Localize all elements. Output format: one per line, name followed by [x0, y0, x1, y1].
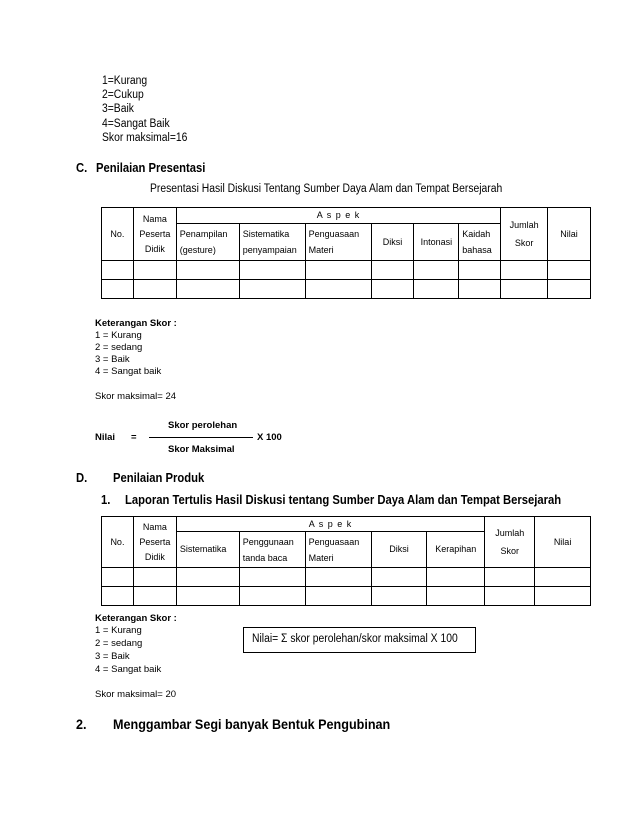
score-item: 1=Kurang	[102, 75, 148, 87]
aspect-header: Diksi	[371, 532, 427, 568]
section-d-letter: D.	[76, 471, 88, 485]
header-aspek: A s p e k	[176, 517, 484, 532]
formula-multiplier: X 100	[257, 432, 282, 443]
header-nilai: Nilai	[548, 208, 591, 261]
section-c-letter: C.	[76, 161, 88, 175]
formula-equals: =	[131, 432, 137, 443]
formula-label: Nilai	[95, 432, 116, 443]
aspect-header: Penguasaan Materi	[305, 532, 371, 568]
aspect-header: Penguasaan Materi	[305, 224, 371, 261]
section-2-number: 2.	[76, 716, 87, 732]
keterangan-item: 4 = Sangat baik	[95, 366, 162, 377]
aspect-header: Intonasi	[414, 224, 459, 261]
aspect-header: Sistematika	[176, 532, 239, 568]
keterangan-item: 1 = Kurang	[95, 625, 142, 636]
skor-maksimal-d: Skor maksimal= 20	[95, 689, 177, 700]
header-jumlah-skor: Jumlah Skor	[501, 208, 548, 261]
section-2-title: Menggambar Segi banyak Bentuk Pengubinan	[113, 716, 391, 732]
product-table	[101, 516, 591, 606]
aspect-header: Kaidah bahasa	[459, 224, 501, 261]
header-nama: Nama Peserta Didik	[133, 208, 176, 261]
table-c-title: Presentasi Hasil Diskusi Tentang Sumber Daya Alam dan Tempat Bersejarah	[150, 183, 503, 195]
keterangan-item: 3 = Baik	[95, 651, 130, 662]
keterangan-item: 4 = Sangat baik	[95, 664, 162, 675]
aspect-header: Sistematika penyampaian	[239, 224, 305, 261]
header-no: No.	[102, 208, 134, 261]
keterangan-c-title: Keterangan Skor :	[95, 318, 177, 329]
keterangan-d-title: Keterangan Skor :	[95, 613, 177, 624]
formula-box	[243, 627, 476, 653]
keterangan-item: 1 = Kurang	[95, 330, 142, 341]
formula-box-text: Nilai= Σ skor perolehan/skor maksimal X 100	[252, 633, 458, 645]
table-row	[102, 280, 591, 299]
section-c-title: Penilaian Presentasi	[96, 161, 206, 175]
keterangan-item: 3 = Baik	[95, 354, 130, 365]
table-row	[102, 261, 591, 280]
presentation-table	[101, 207, 591, 299]
score-item: 2=Cukup	[102, 89, 144, 101]
aspect-header: Penampilan (gesture)	[176, 224, 239, 261]
aspect-header: Diksi	[371, 224, 414, 261]
section-d-title: Penilaian Produk	[113, 471, 205, 485]
aspect-header: Penggunaan tanda baca	[239, 532, 305, 568]
formula-numerator: Skor perolehan	[168, 420, 238, 431]
score-item: Skor maksimal=16	[102, 132, 188, 144]
formula-fraction-line	[149, 437, 253, 438]
table-row	[102, 587, 591, 606]
header-nama: Nama Peserta Didik	[133, 517, 176, 568]
keterangan-item: 2 = sedang	[95, 342, 143, 353]
section-d-sub-title: Laporan Tertulis Hasil Diskusi tentang Sumber Daya Alam dan Tempat Bersejarah	[125, 493, 562, 507]
section-d-sub-number: 1.	[101, 493, 111, 507]
formula-denominator: Skor Maksimal	[168, 444, 235, 455]
score-item: 4=Sangat Baik	[102, 118, 170, 130]
keterangan-item: 2 = sedang	[95, 638, 143, 649]
header-aspek: A s p e k	[176, 208, 500, 224]
header-nilai: Nilai	[535, 517, 591, 568]
aspect-header: Kerapihan	[427, 532, 485, 568]
skor-maksimal-c: Skor maksimal= 24	[95, 391, 177, 402]
score-item: 3=Baik	[102, 103, 134, 115]
header-no: No.	[102, 517, 134, 568]
header-jumlah-skor: Jumlah Skor	[485, 517, 535, 568]
table-row	[102, 568, 591, 587]
